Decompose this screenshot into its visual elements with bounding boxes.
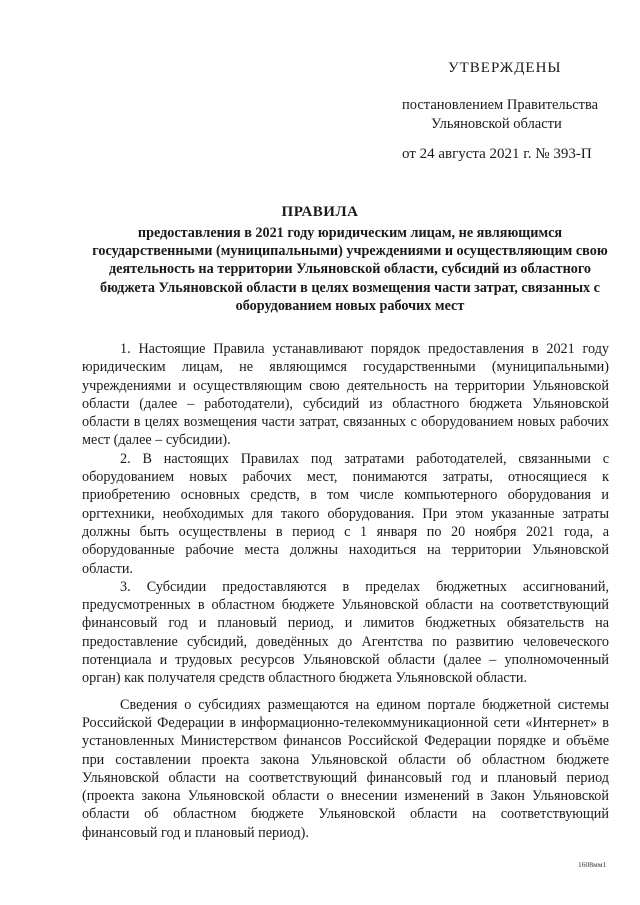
approval-region: Ульяновской области bbox=[431, 116, 562, 132]
paragraph-1: 1. Настоящие Правила устанавливают порядок предоставления в 2021 году юридическим лицам, не являющимся государственными (муниципальными) учреждениями и осуществляющим свою деятельность на территории Ульяновской области (далее – работодатели), субсидий из областного бюджета Ульяновской области в целях возмещения части затрат, связанных с оборудованием новых рабочих мест (далее – субсидии). bbox=[82, 341, 609, 449]
approval-date: от 24 августа 2021 г. № 393-П bbox=[402, 146, 592, 162]
document-body bbox=[82, 340, 609, 842]
paragraph-2: 2. В настоящих Правилах под затратами работодателей, связанными с оборудованием новых рабочих мест, понимаются затраты, относящиеся к приобретению основных средств, в том числе компьютерного оборудования и оргтехники, необходимых для такого оборудования. При этом указанные затраты должны быть осуществлены в период с 1 января по 20 ноября 2021 года, а оборудованные рабочие места должны находиться на территории Ульяновской области. bbox=[82, 450, 609, 577]
document-title: ПРАВИЛА bbox=[281, 204, 359, 220]
paragraph-4: Сведения о субсидиях размещаются на едином портале бюджетной системы Российской Федерации в информационно-телекоммуникационной сети «Интернет» в установленных Министерством финансов Российской Федерации порядке и объёме при составлении проекта закона Ульяновской области об областном бюджете Ульяновской области на соответствующий финансовый год и плановый период (проекта закона Ульяновской области о внесении изменений в Закон Ульяновской области об областном бюджете Ульяновской области на соответствующий финансовый год и плановый период). bbox=[82, 696, 609, 841]
paragraph-3: 3. Субсидии предоставляются в пределах бюджетных ассигнований, предусмотренных в областном бюджете Ульяновской области на соответствующий финансовый год и плановый период, и лимитов бюджетных обязательств на предоставление субсидий, доведённых до Агентства по развитию человеческого потенциала и трудовых ресурсов Ульяновской области (далее – уполномоченный орган) как получателя средств областного бюджета Ульяновской области. bbox=[82, 578, 609, 687]
document-subtitle: предоставления в 2021 году юридическим лицам, не являющимся государственными (муниципальными) учреждениями и осуществляющим свою деятельность на территории Ульяновской области, субсидий из областного бюджета Ульяновской области в целях возмещения части затрат, связанных с оборудованием новых рабочих мест bbox=[92, 225, 608, 314]
footer-code: 1608мм1 bbox=[578, 860, 607, 869]
approval-title: УТВЕРЖДЕНЫ bbox=[448, 60, 562, 76]
approval-authority: постановлением Правительства bbox=[402, 97, 599, 113]
